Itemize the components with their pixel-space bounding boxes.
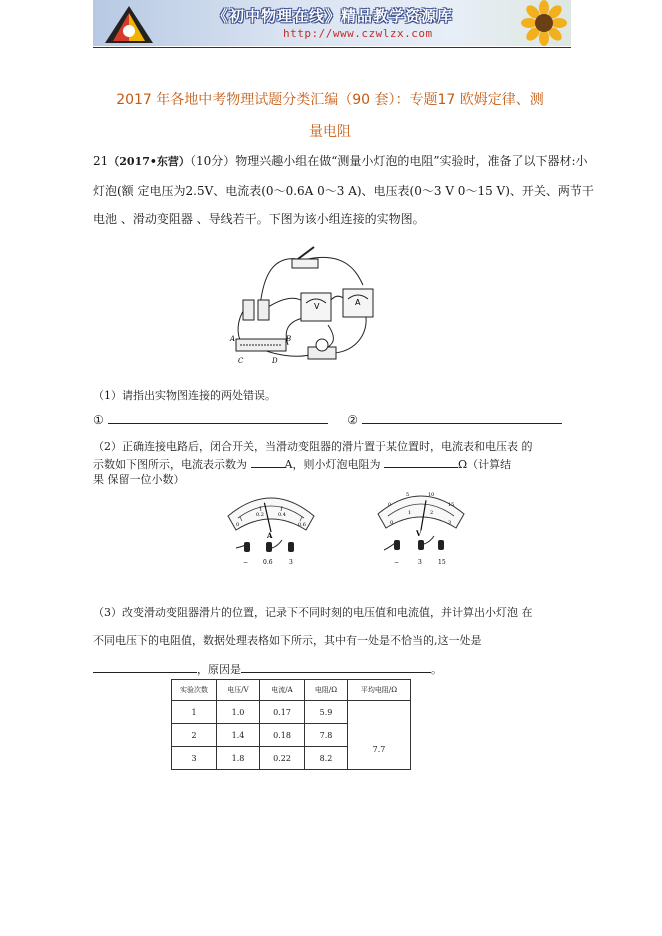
site-logo-icon — [99, 3, 159, 45]
ammeter-scale-1: 0.2 — [256, 512, 264, 518]
part2-text-b: A，则小灯泡电阻为 — [284, 458, 381, 471]
answer-blank-1[interactable] — [108, 411, 328, 424]
circuit-diagram — [228, 245, 388, 370]
ammeter-terminal-3: 3 — [289, 559, 293, 566]
answer-mark-1: ① — [93, 413, 104, 427]
part1-prompt: （1）请指出实物图连接的两处错误。 — [93, 389, 276, 402]
voltmeter-big-scale-1: 5 — [406, 492, 410, 498]
question-intro-line2: 灯泡(额 定电压为2.5V、电流表(0～0.6A 0～3 A)、电压表(0～3 V 0～15 V)、开关、两节干 — [93, 184, 594, 198]
cell: 0.17 — [260, 701, 305, 724]
cell: 3 — [172, 747, 217, 770]
part1-answers — [93, 411, 562, 428]
header-trial: 实验次数 — [172, 680, 217, 701]
table-header-row — [172, 680, 411, 701]
cell: 5.9 — [305, 701, 348, 724]
voltmeter-dial — [376, 486, 466, 570]
part2-line1: （2）正确连接电路后，闭合开关，当滑动变阻器的滑片置于某位置时，电流表和电压表 的 — [93, 440, 533, 453]
table-row — [172, 701, 411, 724]
voltmeter-big-scale-0: 0 — [388, 502, 392, 508]
cell: 1.0 — [217, 701, 260, 724]
banner-title: 《初中物理在线》精品教学资源库 — [213, 7, 454, 25]
answer-mark-2: ② — [347, 413, 359, 427]
voltmeter-terminal-3: 3 — [418, 559, 422, 566]
voltmeter-big-scale-2: 10 — [428, 492, 435, 498]
ammeter-terminal-neg: − — [243, 559, 249, 566]
improper-item-blank[interactable] — [93, 660, 197, 673]
header-divider — [93, 47, 571, 48]
header-voltage: 电压/V — [217, 680, 260, 701]
question-intro-line3: 电池 、滑动变阻器 、导线若干。下图为该小组连接的实物图。 — [93, 212, 425, 226]
cell: 2 — [172, 724, 217, 747]
cell: 7.8 — [305, 724, 348, 747]
voltmeter-scale-3: 3 — [448, 520, 452, 526]
cell: 1.8 — [217, 747, 260, 770]
terminal-d-label: D — [272, 357, 278, 365]
average-cell: 7.7 — [348, 701, 411, 770]
reason-blank[interactable] — [241, 660, 431, 673]
ammeter-scale-0: 0 — [236, 522, 240, 528]
header-average: 平均电阻/Ω — [348, 680, 411, 701]
current-blank[interactable] — [251, 455, 285, 468]
document-title-line1: 2017 年各地中考物理试题分类汇编（90 套）：专题17 欧姆定律、测 — [116, 92, 544, 108]
part2-text-a: 示数如下图所示，电流表示数为 — [93, 458, 247, 471]
ammeter-scale-2: 0.4 — [278, 512, 286, 518]
question-source: （2017•东营） — [108, 155, 190, 168]
part2-text-c: Ω（计算结 — [457, 458, 512, 471]
voltmeter-scale-2: 2 — [430, 510, 434, 516]
part2-line3: 果 保留一位小数） — [93, 473, 185, 486]
header-resistance: 电阻/Ω — [305, 680, 348, 701]
voltmeter-scale-1: 1 — [408, 510, 412, 516]
part2-line2 — [93, 455, 511, 473]
question-points: （10分） — [189, 154, 236, 168]
voltmeter-terminal-neg: − — [394, 559, 400, 566]
cell: 8.2 — [305, 747, 348, 770]
ammeter-scale-3: 0.6 — [298, 522, 306, 528]
part3-line3 — [93, 660, 442, 678]
terminal-b-label: B — [286, 335, 292, 343]
cell: 1.4 — [217, 724, 260, 747]
cell: 0.18 — [260, 724, 305, 747]
data-table — [171, 679, 411, 770]
terminal-a-label: A — [230, 335, 236, 343]
ammeter-terminal-0.6: 0.6 — [263, 559, 273, 566]
sunflower-icon — [521, 0, 567, 46]
voltmeter-unit: V — [416, 529, 422, 538]
cell: 0.22 — [260, 747, 305, 770]
ammeter-label: A — [355, 298, 361, 307]
part3-line1: （3）改变滑动变阻器滑片的位置，记录下不同时刻的电压值和电流值，并计算出小灯泡 在 — [93, 606, 533, 619]
resistance-blank[interactable] — [384, 455, 458, 468]
voltmeter-label: V — [314, 302, 320, 311]
ammeter-dial — [226, 488, 316, 570]
banner-url[interactable]: http://www.czwlzx.com — [283, 27, 433, 40]
document-title-line2: 量电阻 — [309, 124, 351, 140]
cell: 1 — [172, 701, 217, 724]
voltmeter-terminal-15: 15 — [438, 559, 446, 566]
answer-blank-2[interactable] — [362, 411, 562, 424]
question-intro-line1 — [93, 153, 588, 170]
question-number: 21 — [93, 154, 109, 168]
part3-end-mark: 。 — [431, 663, 442, 676]
ammeter-unit: A — [267, 531, 273, 540]
terminal-c-label: C — [238, 357, 244, 365]
part3-reason-label: ，原因是 — [197, 663, 241, 676]
header-banner — [93, 0, 571, 46]
voltmeter-big-scale-3: 15 — [448, 502, 455, 508]
voltmeter-scale-0: 0 — [390, 520, 394, 526]
part3-line2: 不同电压下的电阻值，数据处理表格如下所示，其中有一处是不恰当的,这一处是 — [93, 634, 482, 647]
question-intro-text1: 物理兴趣小组在做“测量小灯泡的电阻”实验时，准备了以下器材:小 — [235, 154, 588, 168]
header-current: 电流/A — [260, 680, 305, 701]
